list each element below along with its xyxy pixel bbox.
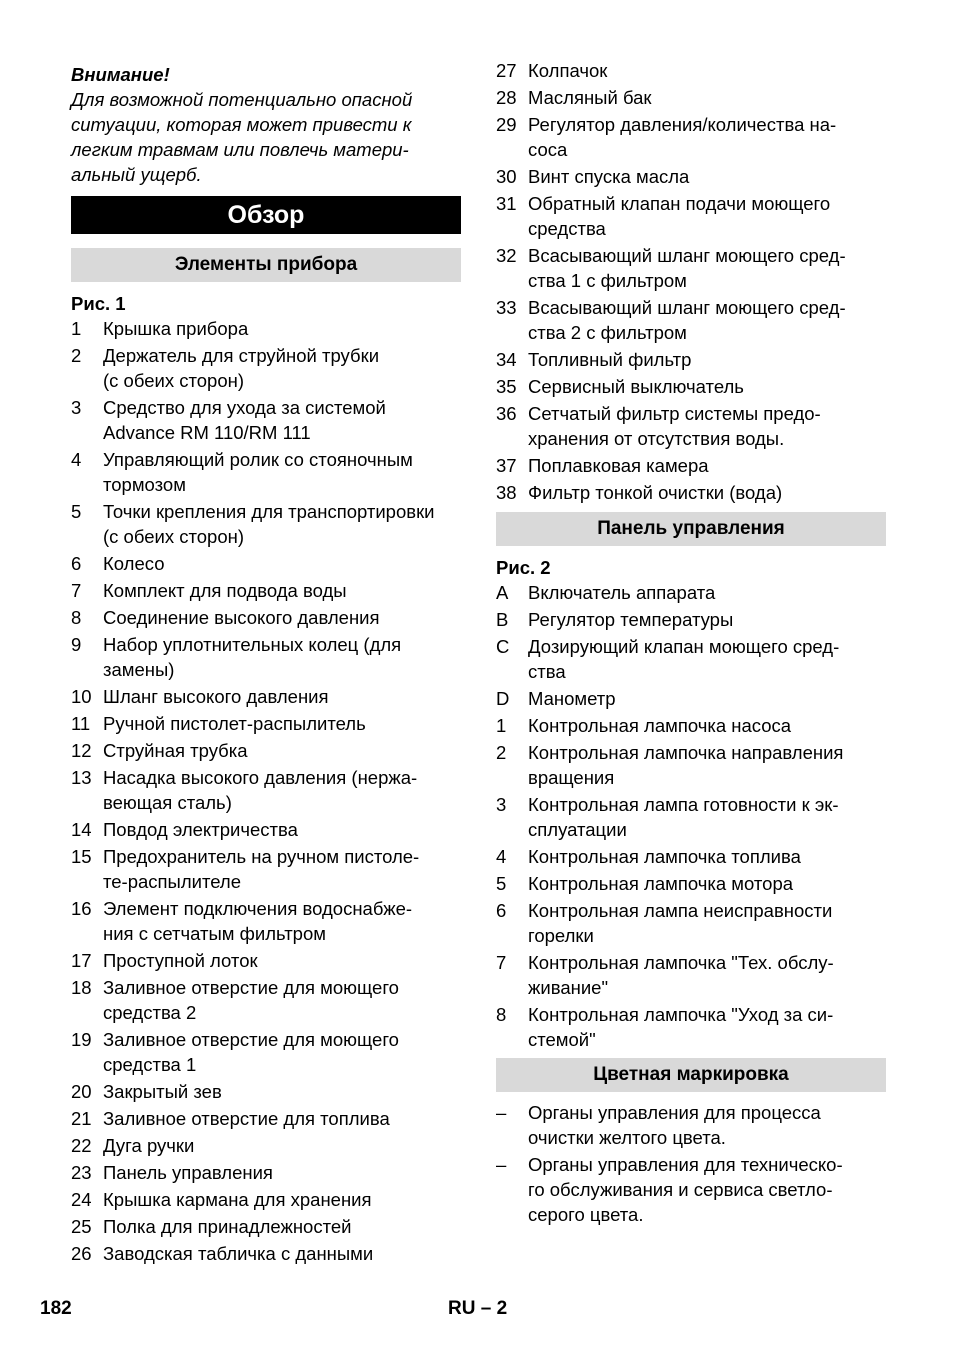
list-item-number: 14 — [71, 819, 92, 840]
list-item-line: Точки крепления для транспортировки — [103, 501, 435, 522]
list-item-text — [528, 295, 886, 345]
left-column — [71, 58, 461, 1268]
list-item — [71, 711, 461, 736]
list-item-text — [528, 686, 886, 711]
list-item-text — [528, 1002, 886, 1052]
list-item — [71, 499, 461, 549]
list-item-text — [528, 607, 886, 632]
list-item-text — [528, 580, 886, 605]
list-item-line: Набор уплотнительных колец (для — [103, 634, 402, 655]
list-item — [71, 765, 461, 815]
list-item-line: Масляный бак — [528, 87, 652, 108]
list-item-line: живание" — [528, 977, 609, 998]
list-item-line: соса — [528, 139, 568, 160]
list-item-line: Контрольная лампочка мотора — [528, 873, 794, 894]
list-item — [496, 1100, 886, 1150]
list-item-number: 19 — [71, 1029, 92, 1050]
list-item-number: 3 — [71, 397, 82, 418]
list-item-line: Топливный фильтр — [528, 349, 692, 370]
list-item-number: 17 — [71, 950, 92, 971]
list-item-line: Обратный клапан подачи моющего — [528, 193, 831, 214]
list-item-text — [103, 817, 461, 842]
list-item-number: 21 — [71, 1108, 92, 1129]
list-item-line: ства 2 с фильтром — [528, 322, 687, 343]
list-item-number: 3 — [496, 794, 507, 815]
elements-heading: Элементы прибора — [71, 248, 461, 282]
list-item-text — [528, 898, 886, 948]
list-item — [496, 191, 886, 241]
list-item-line: Соединение высокого давления — [103, 607, 380, 628]
list-item-text — [103, 1079, 461, 1104]
list-item — [496, 480, 886, 505]
list-item — [496, 792, 886, 842]
list-item — [71, 975, 461, 1025]
elements-list-part-2 — [496, 58, 886, 505]
list-item-line: Повдод электричества — [103, 819, 298, 840]
list-item — [71, 948, 461, 973]
page-number: 182 — [40, 1298, 72, 1319]
list-item — [71, 447, 461, 497]
list-item — [71, 395, 461, 445]
list-item-text — [103, 896, 461, 946]
list-item-number: 38 — [496, 482, 517, 503]
list-item-text — [103, 605, 461, 630]
list-item-line: Манометр — [528, 688, 616, 709]
list-item-text — [103, 844, 461, 894]
list-item-number: 23 — [71, 1162, 92, 1183]
list-item-line: средства — [528, 218, 606, 239]
list-item — [71, 1133, 461, 1158]
list-item-text — [528, 792, 886, 842]
list-item-line: Контрольная лампочка "Тех. обслу- — [528, 952, 834, 973]
list-item-number: 29 — [496, 114, 517, 135]
list-item-number: 28 — [496, 87, 517, 108]
list-item-number: 5 — [71, 501, 82, 522]
list-item-text — [103, 447, 461, 497]
list-item-line: Заливное отверстие для топлива — [103, 1108, 390, 1129]
list-item-text — [528, 950, 886, 1000]
list-item-line: Включатель аппарата — [528, 582, 716, 603]
list-item — [71, 1027, 461, 1077]
warning-line: ситуации, которая может привести к — [71, 114, 412, 135]
list-item-line: Предохранитель на ручном пистоле- — [103, 846, 420, 867]
list-item-line: Заливное отверстие для моющего — [103, 1029, 399, 1050]
list-item-number: 11 — [71, 713, 91, 734]
list-item-number: 10 — [71, 686, 92, 707]
list-item — [496, 401, 886, 451]
list-item-line: (с обеих сторон) — [103, 526, 244, 547]
warning-title: Внимание! — [71, 64, 170, 85]
list-item-number: B — [496, 609, 509, 630]
list-item-number: – — [496, 1154, 507, 1175]
list-item-line: го обслуживания и сервиса светло- — [528, 1179, 833, 1200]
list-item-number: 1 — [496, 715, 507, 736]
list-item-text — [528, 634, 886, 684]
list-item-line: Дозирующий клапан моющего сред- — [528, 636, 840, 657]
list-item-line: средства 2 — [103, 1002, 197, 1023]
list-item-number: 25 — [71, 1216, 92, 1237]
list-item — [496, 374, 886, 399]
list-item-number: C — [496, 636, 510, 657]
control-panel-list — [496, 580, 886, 1052]
list-item-text — [103, 1106, 461, 1131]
list-item — [71, 1214, 461, 1239]
list-item-line: Контрольная лампочка направления — [528, 742, 844, 763]
list-item-line: Заводская табличка с данными — [103, 1243, 374, 1264]
list-item — [496, 580, 886, 605]
list-item-number: 7 — [71, 580, 82, 601]
list-item-line: Контрольная лампочка "Уход за си- — [528, 1004, 834, 1025]
list-item — [496, 950, 886, 1000]
list-item-text — [528, 374, 886, 399]
list-item-line: Элемент подключения водоснабже- — [103, 898, 413, 919]
figure-1-label: Рис. 1 — [71, 293, 126, 314]
list-item-text — [103, 343, 461, 393]
list-item — [496, 58, 886, 83]
color-marking-list — [496, 1100, 886, 1227]
list-item-number: 8 — [71, 607, 82, 628]
list-item-line: очистки желтого цвета. — [528, 1127, 726, 1148]
list-item — [496, 1002, 886, 1052]
list-item-text — [103, 316, 461, 341]
list-item-text — [103, 684, 461, 709]
list-item-number: 12 — [71, 740, 92, 761]
list-item — [496, 347, 886, 372]
list-item-line: Крышка прибора — [103, 318, 249, 339]
list-item-line: Шланг высокого давления — [103, 686, 329, 707]
list-item-line: сплуатации — [528, 819, 627, 840]
list-item — [71, 343, 461, 393]
list-item-text — [103, 1027, 461, 1077]
list-item-number: – — [496, 1102, 507, 1123]
list-item-text — [528, 243, 886, 293]
list-item-number: 2 — [71, 345, 82, 366]
list-item-line: Средство для ухода за системой — [103, 397, 386, 418]
list-item-line: Контрольная лампа готовности к эк- — [528, 794, 839, 815]
list-item — [71, 738, 461, 763]
list-item — [71, 896, 461, 946]
list-item-number: 9 — [71, 634, 82, 655]
list-item-text — [528, 453, 886, 478]
list-item — [71, 1079, 461, 1104]
list-item-text — [528, 164, 886, 189]
overview-heading: Обзор — [71, 196, 461, 234]
list-item-text — [528, 740, 886, 790]
list-item-line: Полка для принадлежностей — [103, 1216, 352, 1237]
list-item — [71, 632, 461, 682]
list-item-number: 26 — [71, 1243, 92, 1264]
list-item-text — [528, 844, 886, 869]
list-item-text — [528, 480, 886, 505]
list-item-number: 16 — [71, 898, 92, 919]
list-item-text — [103, 1214, 461, 1239]
list-item-line: Струйная трубка — [103, 740, 248, 761]
list-item-text — [103, 765, 461, 815]
right-column — [496, 58, 886, 1229]
list-item-line: стемой" — [528, 1029, 596, 1050]
warning-text — [71, 87, 461, 187]
list-item — [496, 85, 886, 110]
list-item-number: 20 — [71, 1081, 92, 1102]
list-item — [496, 898, 886, 948]
list-item — [71, 844, 461, 894]
list-item — [71, 817, 461, 842]
list-item-number: 32 — [496, 245, 517, 266]
warning-line: легким травмам или повлечь матери- — [71, 139, 409, 160]
list-item-line: Крышка кармана для хранения — [103, 1189, 372, 1210]
list-item-number: 8 — [496, 1004, 507, 1025]
list-item-line: Контрольная лампочка насоса — [528, 715, 792, 736]
list-item-text — [528, 347, 886, 372]
list-item — [496, 243, 886, 293]
list-item — [71, 684, 461, 709]
list-item-line: Держатель для струйной трубки — [103, 345, 380, 366]
list-item-line: Всасывающий шланг моющего сред- — [528, 297, 846, 318]
list-item-number: 4 — [71, 449, 82, 470]
list-item-number: 4 — [496, 846, 507, 867]
list-item — [71, 1160, 461, 1185]
list-item-line: хранения от отсутствия воды. — [528, 428, 785, 449]
list-item-text — [103, 1160, 461, 1185]
list-item-line: Advance RM 110/RM 111 — [103, 422, 311, 443]
list-item — [71, 551, 461, 576]
list-item-number: 2 — [496, 742, 507, 763]
list-item — [71, 1106, 461, 1131]
list-item-number: 36 — [496, 403, 517, 424]
list-item-line: Панель управления — [103, 1162, 273, 1183]
list-item-text — [103, 948, 461, 973]
list-item-line: Закрытый зев — [103, 1081, 222, 1102]
list-item-number: 18 — [71, 977, 92, 998]
list-item-number: 35 — [496, 376, 517, 397]
list-item-number: D — [496, 688, 510, 709]
list-item-line: веющая сталь) — [103, 792, 232, 813]
list-item-text — [528, 85, 886, 110]
list-item-number: 24 — [71, 1189, 92, 1210]
list-item-line: Ручной пистолет-распылитель — [103, 713, 366, 734]
list-item-line: ства 1 с фильтром — [528, 270, 687, 291]
list-item — [71, 316, 461, 341]
list-item-line: Проступной лоток — [103, 950, 258, 971]
list-item-number: A — [496, 582, 509, 603]
list-item — [496, 740, 886, 790]
list-item-text — [528, 191, 886, 241]
list-item-line: средства 1 — [103, 1054, 197, 1075]
list-item — [71, 605, 461, 630]
list-item — [496, 607, 886, 632]
list-item-text — [103, 1187, 461, 1212]
list-item-number: 30 — [496, 166, 517, 187]
list-item-line: Фильтр тонкой очистки (вода) — [528, 482, 783, 503]
list-item-line: ния с сетчатым фильтром — [103, 923, 326, 944]
page-label: RU – 2 — [448, 1298, 508, 1319]
control-panel-heading: Панель управления — [496, 512, 886, 546]
list-item — [496, 112, 886, 162]
list-item — [496, 844, 886, 869]
list-item-line: Колесо — [103, 553, 165, 574]
list-item-text — [528, 58, 886, 83]
list-item — [496, 634, 886, 684]
list-item-number: 7 — [496, 952, 507, 973]
list-item — [71, 578, 461, 603]
list-item-line: Комплект для подвода воды — [103, 580, 347, 601]
list-item-text — [103, 632, 461, 682]
list-item-text — [103, 1133, 461, 1158]
list-item-line: Управляющий ролик со стояночным — [103, 449, 413, 470]
list-item-number: 5 — [496, 873, 507, 894]
list-item-line: Органы управления для процесса — [528, 1102, 821, 1123]
warning-line: Для возможной потенциально опасной — [71, 89, 413, 110]
list-item-line: Винт спуска масла — [528, 166, 690, 187]
list-item-line: серого цвета. — [528, 1204, 644, 1225]
list-item-line: тормозом — [103, 474, 186, 495]
list-item-line: (с обеих сторон) — [103, 370, 244, 391]
list-item-text — [103, 499, 461, 549]
list-item-line: ства — [528, 661, 566, 682]
list-item-line: те-распылителе — [103, 871, 242, 892]
list-item-number: 33 — [496, 297, 517, 318]
list-item-text — [103, 395, 461, 445]
list-item — [496, 871, 886, 896]
list-item-text — [528, 713, 886, 738]
list-item-line: Регулятор давления/количества на- — [528, 114, 837, 135]
list-item-line: Колпачок — [528, 60, 608, 81]
color-marking-heading: Цветная маркировка — [496, 1058, 886, 1092]
list-item-number: 27 — [496, 60, 517, 81]
list-item-text — [103, 1241, 461, 1266]
list-item-line: горелки — [528, 925, 594, 946]
list-item-line: Поплавковая камера — [528, 455, 709, 476]
list-item — [496, 295, 886, 345]
figure-2-label: Рис. 2 — [496, 557, 551, 578]
list-item-text — [528, 401, 886, 451]
list-item-number: 1 — [71, 318, 82, 339]
warning-line: альный ущерб. — [71, 164, 202, 185]
list-item-text — [103, 975, 461, 1025]
list-item — [496, 164, 886, 189]
list-item-text — [528, 871, 886, 896]
list-item-text — [103, 711, 461, 736]
list-item-text — [103, 578, 461, 603]
list-item — [496, 453, 886, 478]
list-item-line: Контрольная лампочка топлива — [528, 846, 801, 867]
list-item-line: Сервисный выключатель — [528, 376, 744, 397]
list-item-line: замены) — [103, 659, 175, 680]
list-item-number: 34 — [496, 349, 517, 370]
list-item-text — [103, 551, 461, 576]
list-item-line: Насадка высокого давления (нержа- — [103, 767, 418, 788]
list-item — [71, 1187, 461, 1212]
list-item — [496, 1152, 886, 1227]
list-item-text — [103, 738, 461, 763]
elements-list-part-1 — [71, 316, 461, 1266]
list-item-line: вращения — [528, 767, 615, 788]
list-item-line: Дуга ручки — [103, 1135, 195, 1156]
list-item-number: 37 — [496, 455, 517, 476]
list-item-number: 6 — [496, 900, 507, 921]
list-item-line: Контрольная лампа неисправности — [528, 900, 833, 921]
list-item-line: Всасывающий шланг моющего сред- — [528, 245, 846, 266]
list-item-text — [528, 112, 886, 162]
list-item-number: 15 — [71, 846, 92, 867]
list-item-line: Регулятор температуры — [528, 609, 734, 630]
list-item-number: 6 — [71, 553, 82, 574]
list-item-number: 31 — [496, 193, 517, 214]
list-item-number: 13 — [71, 767, 92, 788]
list-item-line: Органы управления для техническо- — [528, 1154, 843, 1175]
list-item — [71, 1241, 461, 1266]
list-item-text — [528, 1100, 886, 1150]
list-item-number: 22 — [71, 1135, 92, 1156]
list-item-line: Сетчатый фильтр системы предо- — [528, 403, 821, 424]
list-item — [496, 713, 886, 738]
list-item-text — [528, 1152, 886, 1227]
list-item — [496, 686, 886, 711]
list-item-line: Заливное отверстие для моющего — [103, 977, 399, 998]
